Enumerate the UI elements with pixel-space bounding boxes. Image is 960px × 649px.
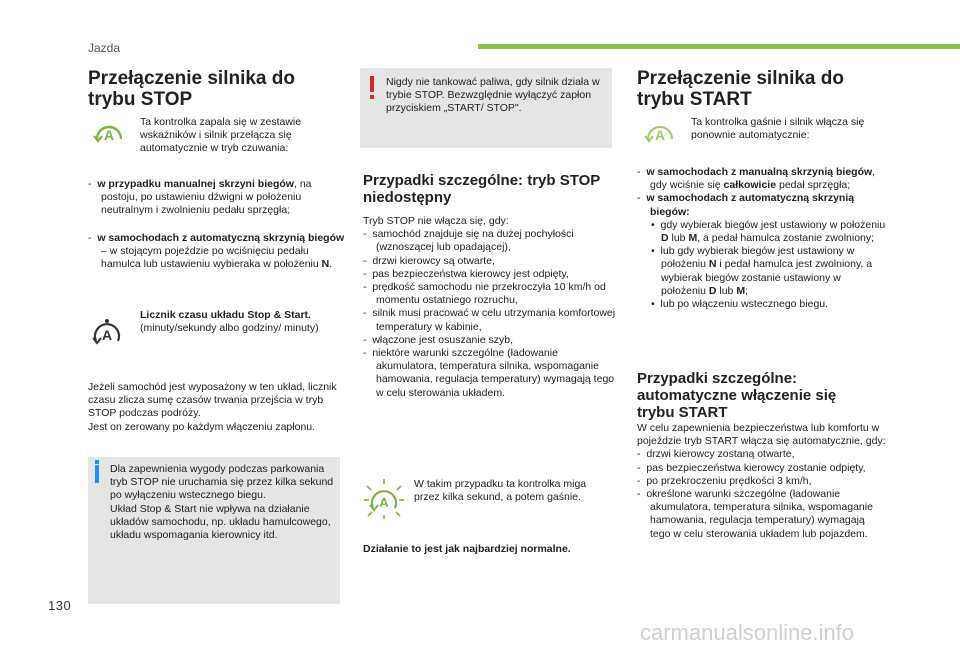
list-item: - w samochodach z manualną skrzynią biegów, gdy wciśnie się całkowicie pedał sprzęgła; (637, 166, 876, 192)
stop-auto-item: - w samochodach z automatyczną skrzynią biegów – w stojącym pojeździe po wciśnięciu pedału hamulca lub ustawieniu wybieraka w położeniu N. (88, 232, 345, 271)
list-item: - określone warunki szczególne (ładowanie akumulatora, temperatura silnika, wspomaganie hamowania, regulacja temperatury) wymagają tego w celu sterowania układem lub pojazdem. (637, 488, 873, 540)
auto-start-list: W celu zapewnienia bezpieczeństwa lub komfortu w pojeździe tryb START włącza się automatycznie, gdy: - drzwi kierowcy zostaną otwarte, - pas bezpieczeństwa kierowcy zostanie odpięty, - po przekroczeniu prędkości 3 km/h, - określone warunki szczególne (ładowanie akumulatora, temperatura silnika, wspomaganie hamowania, regulacja temperatury) wymagają tego w celu sterowania układem lub pojazdem. (637, 422, 886, 540)
stop-unavailable-title: Przypadki szczególne: tryb STOP niedostępny (363, 172, 601, 206)
warning-text: Nigdy nie tankować paliwa, gdy silnik działa w trybie STOP. Bezwzględnie wyłączyć zapłon przyciskiem „START/ STOP". (386, 76, 600, 115)
start-conditions-list (637, 166, 887, 311)
list-item: - silnik musi pracować w celu utrzymania komfortowej temperatury w kabinie, (363, 307, 616, 333)
list-subitem: • gdy wybierak biegów jest ustawiony w położeniu D lub M, a pedał hamulca zostanie zwolniony; (651, 218, 886, 245)
warning-note-box (360, 68, 612, 148)
blinking-stop-start-icon (364, 478, 404, 520)
stop-manual-item: - w przypadku manualnej skrzyni biegów, na postoju, po ustawieniu dźwigni w położeniu neutralnym i zwolnieniu pedału sprzęgła; (88, 178, 312, 217)
info-note-box (88, 457, 340, 604)
list-subitem: • lub gdy wybierak biegów jest ustawiony w położeniu N i pedał hamulca jest zwolniony, a wybierak biegów zostanie ustawiony w położeniu D lub M; (651, 245, 873, 297)
stop-start-green-icon (92, 117, 126, 147)
counter-paragraph: Jeżeli samochód jest wyposażony w ten układ, licznik czasu zlicza sumę czasów trwania przejścia w tryb STOP podczas podróży. Jest on zerowany po każdym włączeniu zapłonu. (88, 381, 337, 433)
info-marker-icon (95, 465, 99, 483)
list-subitem: • lub po włączeniu wstecznego biegu. (651, 298, 829, 311)
list-item: - drzwi kierowcy zostaną otwarte, (637, 448, 795, 461)
svg-text:A: A (101, 327, 113, 343)
header-accent-bar (478, 44, 960, 49)
list-item: - pas bezpieczeństwa kierowcy zostanie odpięty, (637, 461, 866, 474)
svg-text:A: A (379, 495, 389, 510)
start-title: Przełączenie silnika do trybu START (637, 68, 844, 110)
stop-start-timer-icon (90, 316, 124, 348)
list-item: - w samochodach z automatyczną skrzynią biegów: (637, 192, 855, 218)
start-icon-description: Ta kontrolka gaśnie i silnik włącza się ponownie automatycznie: (691, 116, 865, 142)
counter-block: Licznik czasu układu Stop & Start. (minuty/sekundy albo godziny/ minuty) (140, 309, 319, 335)
stop-icon-description: Ta kontrolka zapala się w zestawie wskaźników i silnik przełącza się automatycznie w tryb czuwania: (140, 116, 302, 155)
page-number: 130 (48, 598, 72, 613)
auto-start-title: Przypadki szczególne: automatyczne włączenie się trybu START (637, 370, 837, 421)
stop-title: Przełączenie silnika do trybu STOP (88, 68, 295, 110)
warning-marker-icon (370, 76, 374, 92)
blink-description: W takim przypadku ta kontrolka miga przez kilka sekund, a potem gaśnie. (414, 478, 587, 504)
stop-start-green-outline-icon (643, 117, 677, 147)
info-note-text: Dla zapewnienia wygody podczas parkowania tryb STOP nie uruchamia się przez kilka sekund po wyłączeniu wstecznego biegu. Układ Stop & Start nie wpływa na działanie układów samochodu, np. układu hamulcowego, układu wspomagania kierownicy itd. (110, 463, 334, 542)
list-item: - niektóre warunki szczególne (ładowanie akumulatora, temperatura silnika, wspomaganie hamowania, regulacja temperatury) wymagają tego w celu sterowania układem. (363, 347, 615, 399)
list-item: - włączone jest osuszanie szyb, (363, 333, 513, 346)
list-item: - po przekroczeniu prędkości 3 km/h, (637, 474, 812, 487)
list-item: - pas bezpieczeństwa kierowcy jest odpięty, (363, 267, 569, 280)
svg-text:A: A (103, 127, 115, 143)
watermark: carmanualsonline.info (640, 620, 855, 645)
list-item: - prędkość samochodu nie przekroczyła 10 km/h od momentu ostatniego rozruchu, (363, 281, 606, 307)
list-item: - samochód znajduje się na dużej pochyłości (wznoszącej lub opadającej), (363, 228, 574, 254)
normal-operation-note: Działanie to jest jak najbardziej normalne. (363, 543, 571, 555)
stop-unavailable-list: Tryb STOP nie włącza się, gdy: - samochód znajduje się na dużej pochyłości (wznoszącej lub opadającej), - drzwi kierowcy są otwarte, - pas bezpieczeństwa kierowcy jest odpięty, - prędkość samochodu nie przekroczyła 10 km/h od momentu ostatniego rozruchu, - silnik musi pracować w celu utrzymania komfortowej temperatury w kabinie, - włączone jest osuszanie szyb, - niektóre warunki szczególne (ładowanie akumulatora, temperatura silnika, wspomaganie hamowania, regulacja temperatury) wymagają tego w celu sterowania układem. (363, 215, 618, 400)
svg-text:A: A (654, 127, 666, 143)
section-label: Jazda (88, 41, 121, 55)
list-item: - drzwi kierowcy są otwarte, (363, 254, 495, 267)
